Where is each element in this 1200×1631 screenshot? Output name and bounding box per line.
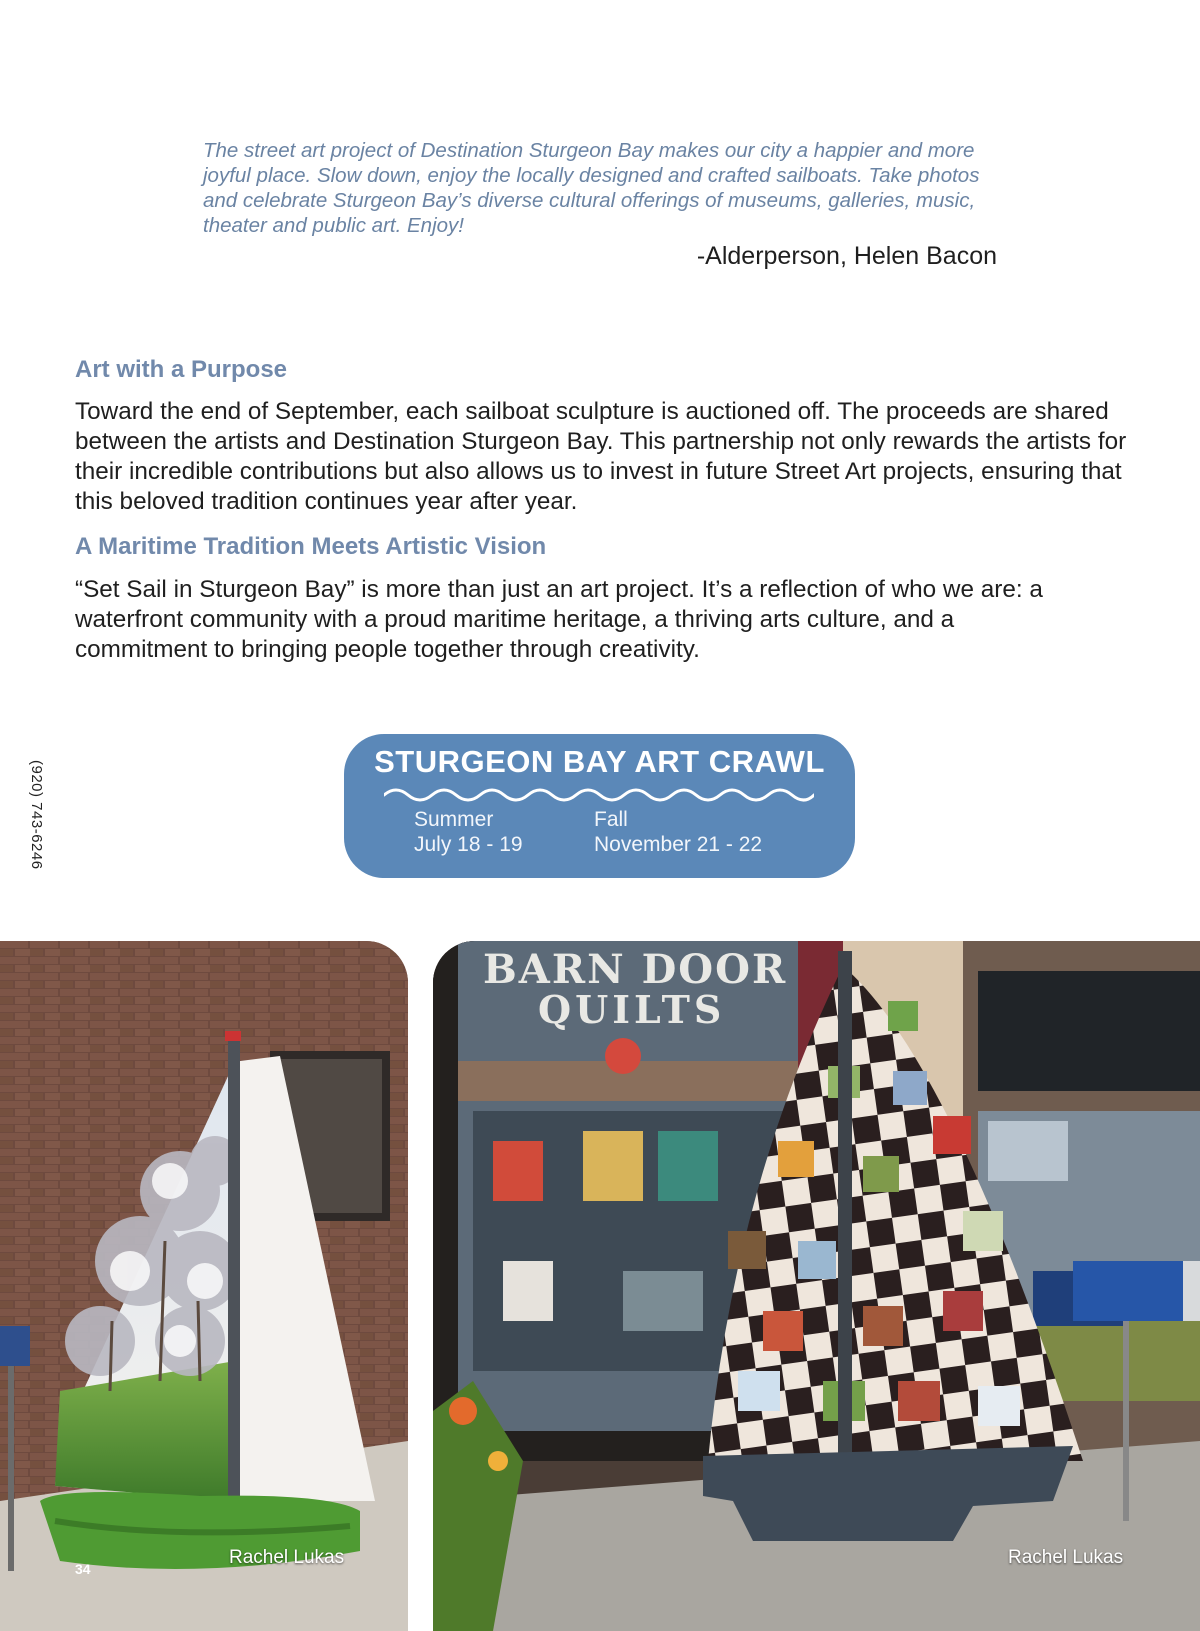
storefront-sign-line1: BARN DOOR (483, 946, 788, 993)
wave-divider-icon (384, 784, 814, 806)
fall-label: Fall (594, 808, 628, 831)
phone-number (23, 760, 49, 880)
paragraph-maritime-tradition: “Set Sail in Sturgeon Bay” is more than just an art project. It’s a reflection of who we are: a waterfront community with a proud maritime heritage, a thriving arts culture, and a commitment to bringing people together through creativity. (75, 576, 1043, 663)
page-number: 34 (75, 1561, 91, 1577)
fall-dates (594, 807, 762, 857)
fall-range: November 21 - 22 (594, 833, 763, 856)
blossom-sailboat-illustration (0, 941, 408, 1631)
storefront-sign-line2: QUILTS (538, 987, 726, 1032)
paragraph-art-with-purpose: Toward the end of September, each sailboat sculpture is auctioned off. The proceeds are shared between the artists and Destination Sturgeon Bay. This partnership not only rewards the artists for their incredible contributions but also allows us to invest in future Street Art projects, ensuring that this beloved tradition continues year after year. (75, 398, 1127, 515)
quilt-sailboat-illustration (433, 941, 1200, 1631)
heading-maritime-tradition: A Maritime Tradition Meets Artistic Vision (75, 533, 547, 560)
summer-label: Summer (414, 808, 494, 831)
quote-attribution: -Alderperson, Helen Bacon (696, 242, 997, 270)
photo-blossom-sailboat (0, 941, 408, 1631)
phone-number-text: (920) 743-6246 (28, 760, 45, 870)
heading-art-with-purpose: Art with a Purpose (75, 356, 288, 383)
art-crawl-banner (344, 734, 855, 878)
art-crawl-title: STURGEON BAY ART CRAWL (374, 744, 825, 779)
pull-quote: The street art project of Destination Sturgeon Bay makes our city a happier and more joyful place. Slow down, enjoy the locally designed and crafted sailboats. Take photos and celebrate Sturgeon Bay’s diverse cultural offerings of museums, galleries, music, theater and public art. Enjoy! (203, 139, 980, 237)
summer-dates (414, 807, 523, 857)
photo-credit-right: Rachel Lukas (1008, 1547, 1124, 1568)
photo-credit-left: Rachel Lukas (229, 1547, 345, 1568)
summer-range: July 18 - 19 (414, 833, 523, 856)
photo-quilt-sailboat (433, 941, 1200, 1631)
